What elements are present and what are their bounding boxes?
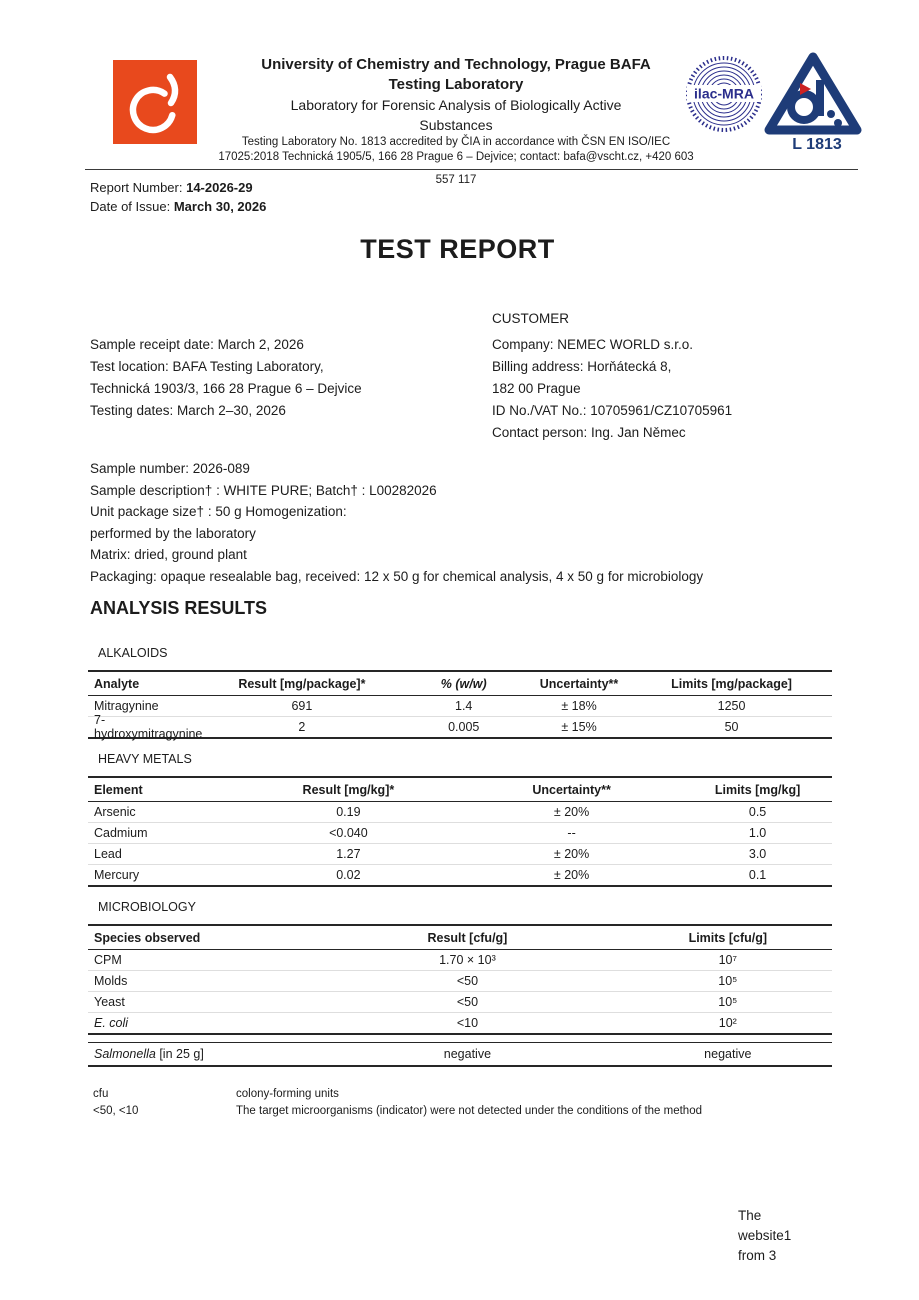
element-name: Lead — [94, 847, 122, 861]
accreditation-line2: 17025:2018 Technická 1905/5, 166 28 Prague 6 – Dejvice; contact: bafa@vscht.cz, +420 603 — [218, 150, 694, 163]
org-name-line1: University of Chemistry and Technology, Prague BAFA — [261, 56, 651, 73]
table-row — [88, 713, 832, 741]
column-header: Result [mg/kg]* — [302, 782, 395, 797]
unit-package-size: Unit package size† : 50 g Homogenization: — [90, 504, 347, 519]
sample-number: Sample number: 2026-089 — [90, 461, 250, 476]
cia-accreditation-number: L 1813 — [792, 136, 842, 153]
report-number-line — [90, 178, 266, 197]
element-name: Arsenic — [94, 805, 136, 819]
heavy-metals-table — [88, 776, 832, 887]
microbiology-table-label: MICROBIOLOGY — [98, 900, 196, 914]
limit-value: 10⁵ — [718, 995, 738, 1009]
heavy-metals-table-label: HEAVY METALS — [98, 752, 192, 766]
report-number-value: 14-2026-29 — [186, 180, 253, 195]
homogenization-note: performed by the laboratory — [90, 525, 256, 541]
accreditation-line1: Testing Laboratory No. 1813 accredited by ČIA in accordance with ČSN EN ISO/IEC — [241, 136, 671, 148]
result-value: 691 — [291, 699, 313, 713]
limit-value: 10² — [718, 1016, 737, 1030]
column-header: Uncertainty** — [532, 782, 611, 797]
result-value: 1.27 — [336, 847, 361, 861]
footnote-definition: colony-forming units — [236, 1088, 339, 1100]
sample-receipt-date: Sample receipt date: March 2, 2026 — [90, 337, 304, 352]
alkaloids-table-label: ALKALOIDS — [98, 646, 168, 660]
test-info-block — [90, 334, 480, 422]
alkaloids-header-row — [88, 672, 832, 696]
sample-description: Sample description† : WHITE PURE; Batch† : L00282026 — [90, 482, 437, 498]
ilac-mra-logo — [684, 52, 764, 136]
accreditation-phone: 557 117 — [435, 174, 477, 186]
table-row — [88, 823, 832, 844]
footnotes — [93, 1086, 833, 1120]
uct-prague-logo — [113, 60, 197, 144]
column-header: Species observed — [94, 930, 201, 945]
column-header: Element — [94, 782, 143, 797]
sample-info-block — [90, 458, 830, 587]
customer-id-vat: ID No./VAT No.: 10705961/CZ10705961 — [492, 403, 733, 418]
table-row — [88, 1013, 832, 1033]
microbiology-table — [88, 924, 832, 1035]
org-subtitle-line1: Laboratory for Forensic Analysis of Biologically Active — [290, 97, 622, 113]
alkaloids-table — [88, 670, 832, 739]
limit-value: 0.1 — [748, 868, 767, 882]
element-name: Cadmium — [94, 826, 148, 840]
column-header: Uncertainty** — [539, 676, 619, 691]
analysis-results-heading: ANALYSIS RESULTS — [90, 598, 268, 618]
salmonella-species: Salmonella — [94, 1047, 156, 1061]
species-name: Yeast — [94, 995, 125, 1009]
table-row — [88, 992, 832, 1013]
limit-value: 1250 — [717, 699, 746, 713]
limit-value: 50 — [724, 720, 739, 734]
customer-info-block — [492, 334, 822, 444]
header — [200, 55, 712, 164]
result-value: <0.040 — [329, 826, 368, 840]
customer-contact-person: Contact person: Ing. Jan Němec — [492, 425, 686, 440]
sample-packaging: Packaging: opaque resealable bag, received: 12 x 50 g for chemical analysis, 4 x 50 g for microbiology — [90, 568, 704, 584]
column-header: Result [cfu/g] — [427, 930, 508, 945]
microbiology-header-row — [88, 926, 832, 950]
percent-ww-value: 0.005 — [448, 720, 480, 734]
org-subtitle-line2: Substances — [419, 117, 493, 133]
result-value: negative — [443, 1047, 492, 1061]
column-header: Result [mg/package]* — [238, 676, 366, 691]
limit-value: 10⁷ — [718, 953, 738, 967]
header-divider — [85, 169, 858, 170]
analyte-name: 7-hydroxymitragynine — [94, 713, 203, 741]
uncertainty-value: ± 20% — [553, 805, 590, 819]
page-indicator-line1: The — [738, 1208, 762, 1223]
cia-triangle-icon — [763, 50, 863, 154]
result-value: <50 — [456, 974, 479, 988]
species-name: Molds — [94, 974, 128, 988]
page-indicator-line2: website1 — [738, 1228, 792, 1243]
table-row — [88, 971, 832, 992]
cia-accreditation-logo — [763, 50, 863, 154]
ilac-mra-text: ilac-MRA — [694, 85, 754, 102]
column-header: Limits [mg/kg] — [714, 782, 801, 797]
limit-value: 10⁵ — [718, 974, 738, 988]
footnote-definition: The target microorganisms (indicator) were not detected under the conditions of the method — [236, 1105, 702, 1117]
salmonella-table — [88, 1042, 832, 1067]
result-value: 0.19 — [336, 805, 361, 819]
test-location-line1: Test location: BAFA Testing Laboratory, — [90, 359, 324, 374]
limit-value: 0.5 — [748, 805, 767, 819]
report-meta — [90, 178, 266, 216]
uncertainty-value: ± 20% — [553, 847, 590, 861]
table-row — [88, 844, 832, 865]
column-header: % (w/w) — [440, 676, 487, 691]
uct-flask-icon — [113, 60, 197, 144]
customer-company: Company: NEMEC WORLD s.r.o. — [492, 337, 694, 352]
ilac-mra-icon — [684, 52, 764, 136]
heavy-metals-header-row — [88, 778, 832, 802]
column-header: Analyte — [94, 676, 140, 691]
table-row — [88, 802, 832, 823]
species-name: CPM — [94, 953, 122, 967]
result-value: <50 — [456, 995, 479, 1009]
footnote-detection — [93, 1103, 833, 1120]
customer-section-label: CUSTOMER — [492, 311, 570, 326]
limit-value: negative — [704, 1047, 752, 1061]
table-row — [88, 950, 832, 971]
uncertainty-value: -- — [567, 826, 576, 840]
page-title: TEST REPORT — [360, 234, 555, 264]
limit-value: 3.0 — [748, 847, 767, 861]
salmonella-row — [88, 1043, 832, 1065]
result-value: <10 — [456, 1016, 479, 1030]
org-name-line2: Testing Laboratory — [388, 76, 524, 93]
analyte-name: Mitragynine — [94, 699, 159, 713]
sample-matrix: Matrix: dried, ground plant — [90, 547, 247, 562]
report-number-label: Report Number: — [90, 180, 187, 195]
column-header: Limits [cfu/g] — [688, 930, 768, 945]
date-of-issue-value: March 30, 2026 — [173, 199, 267, 214]
column-header: Limits [mg/package] — [671, 676, 792, 691]
test-location-line2: Technická 1903/3, 166 28 Prague 6 – Dejvice — [90, 381, 362, 396]
uncertainty-value: ± 15% — [561, 720, 597, 734]
element-name: Mercury — [94, 868, 140, 882]
date-of-issue-label: Date of Issue: — [90, 199, 174, 214]
footnote-cfu — [93, 1086, 833, 1103]
uncertainty-value: ± 18% — [561, 699, 597, 713]
footnote-term: <50, <10 — [93, 1105, 139, 1117]
page-indicator — [738, 1206, 838, 1266]
page-indicator-line3: from 3 — [738, 1248, 777, 1263]
result-value: 0.02 — [336, 868, 361, 882]
customer-billing-address: Billing address: Horňátecká 8, — [492, 359, 672, 374]
salmonella-qualifier: [in 25 g] — [155, 1047, 204, 1061]
result-value: 2 — [298, 720, 306, 734]
footnote-term: cfu — [93, 1088, 109, 1100]
species-name — [88, 1047, 311, 1061]
uncertainty-value: ± 20% — [553, 868, 590, 882]
date-of-issue-line — [90, 197, 266, 216]
testing-dates: Testing dates: March 2–30, 2026 — [90, 403, 286, 418]
species-name: E. coli — [94, 1016, 129, 1030]
customer-city: 182 00 Prague — [492, 381, 581, 396]
result-value: 1.70 × 10³ — [439, 953, 496, 967]
limit-value: 1.0 — [748, 826, 767, 840]
percent-ww-value: 1.4 — [455, 699, 473, 713]
table-row — [88, 865, 832, 885]
